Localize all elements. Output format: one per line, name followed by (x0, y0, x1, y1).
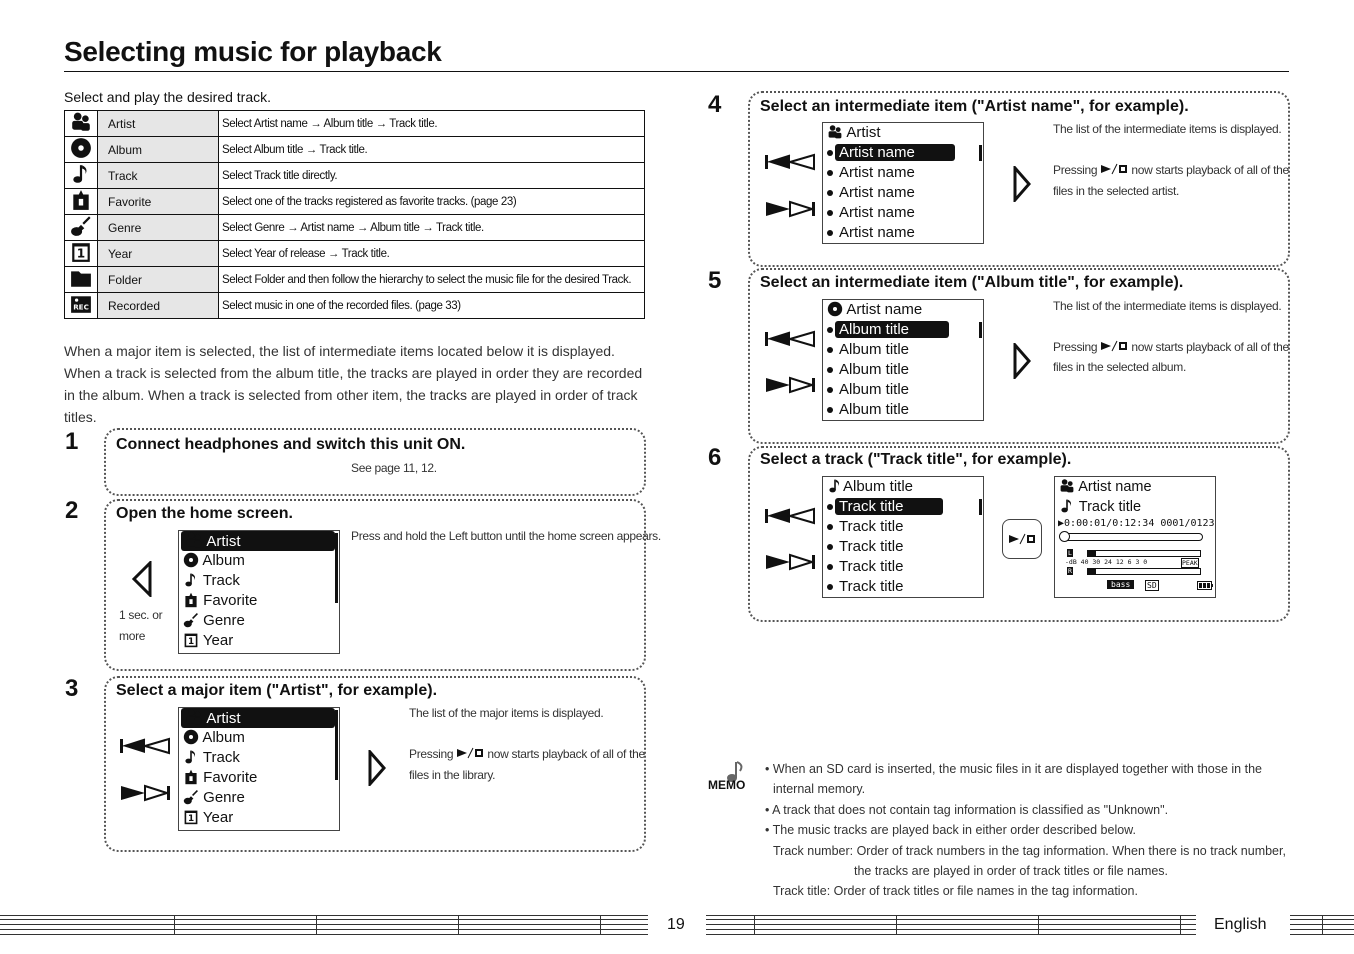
step-number: 1 (65, 428, 79, 455)
list-item[interactable] (823, 400, 983, 420)
right-arrow-icon (1012, 166, 1032, 202)
step-note: The list of the major items is displayed. (409, 706, 604, 720)
footer-rule-right (706, 915, 1196, 937)
left-button-icon (131, 561, 153, 597)
hold-duration: 1 sec. or (119, 608, 163, 622)
category-desc: Select Genre → Artist name → Album title → Track title. (219, 215, 645, 241)
step-heading: Select an intermediate item ("Artist name", for example). (760, 98, 1189, 115)
step-number: 3 (65, 675, 79, 702)
menu-item-track[interactable] (179, 571, 339, 591)
right-arrow-icon (367, 750, 387, 786)
album-icon (827, 301, 843, 317)
intro-text: Select and play the desired track. (64, 89, 272, 105)
menu-item-album[interactable] (179, 551, 339, 571)
step-note (1053, 337, 1289, 358)
bullet-icon (827, 407, 833, 413)
step-number: 4 (708, 91, 722, 118)
bullet-icon (827, 387, 833, 393)
step-heading: Select an intermediate item ("Album title", for example). (760, 274, 1184, 291)
note-text: Pressing (1053, 340, 1098, 354)
artist-icon (185, 708, 203, 726)
menu-item-genre[interactable] (179, 611, 339, 631)
artist-icon (185, 531, 203, 549)
sd-indicator: SD (1147, 581, 1157, 590)
note-text: now starts playback of all of the (1131, 340, 1289, 354)
menu-item-artist[interactable] (181, 708, 335, 728)
table-row (65, 111, 645, 137)
list-item[interactable] (823, 163, 983, 183)
category-desc: Select Folder and then follow the hierarchy to select the music file for the desired Track. (219, 267, 645, 293)
note-text: now starts playback of all of the (487, 747, 645, 761)
list-header-label: Album title (843, 478, 914, 495)
note-text: Pressing (1053, 163, 1098, 177)
category-desc: Select Year of release → Track title. (219, 241, 645, 267)
track-counter: 0001/0123 (1160, 518, 1215, 529)
category-name: Album (98, 137, 219, 163)
step-note: The list of the intermediate items is displayed. (1053, 122, 1282, 136)
menu-item-favorite[interactable] (179, 768, 339, 788)
menu-label: Album (202, 552, 245, 569)
meter-right-label: R (1068, 567, 1072, 575)
language-label: English (1214, 916, 1267, 933)
menu-item-year[interactable] (179, 631, 339, 651)
now-playing-artist (1055, 477, 1215, 497)
now-playing-track (1055, 497, 1215, 517)
table-row (65, 163, 645, 189)
bullet-icon (827, 367, 833, 373)
list-item[interactable] (823, 183, 983, 203)
bullet-icon (827, 190, 833, 196)
list-item-label: Album title (835, 321, 949, 338)
list-header (823, 300, 983, 320)
step-note (409, 744, 645, 765)
explanation-paragraph: When a major item is selected, the list of intermediate items located below it is displayed. When a track is selected from the album title, the tracks are played in order they are recorded in the album. When a track is selected from other item, the tracks are played in order of track titles. (64, 343, 643, 425)
menu-label: Album (202, 729, 245, 746)
year-icon (183, 632, 199, 648)
year-icon (70, 241, 92, 263)
bullet-icon (827, 347, 833, 353)
list-item-label: Track title (835, 498, 943, 515)
bullet-icon (827, 544, 833, 550)
level-meter (1055, 549, 1215, 579)
step-note: files in the selected artist. (1053, 184, 1180, 198)
play-pause-icon (456, 747, 484, 759)
category-name: Track (98, 163, 219, 189)
step-note (1053, 160, 1289, 181)
step-heading: Select a track ("Track title", for example). (760, 451, 1072, 468)
play-pause-icon (1008, 533, 1036, 545)
list-item-label: Artist name (839, 204, 915, 221)
table-row (65, 267, 645, 293)
footer-rule-end (1290, 915, 1354, 937)
category-name: Genre (98, 215, 219, 241)
note-text: now starts playback of all of the (1131, 163, 1289, 177)
step-note: The list of the intermediate items is displayed. (1053, 299, 1282, 313)
battery-icon (1197, 581, 1213, 590)
recorded-icon (70, 293, 92, 315)
page-title: Selecting music for playback (64, 36, 442, 67)
status-bar (1055, 579, 1215, 593)
list-item[interactable] (823, 517, 983, 537)
prev-button-icon (764, 507, 816, 525)
step-number: 6 (708, 444, 722, 471)
artist-icon (1059, 478, 1075, 494)
menu-item-genre[interactable] (179, 788, 339, 808)
folder-icon (70, 267, 92, 289)
step-note: files in the library. (409, 768, 496, 782)
bullet-icon (827, 564, 833, 570)
list-item[interactable] (823, 340, 983, 360)
menu-label: Favorite (203, 592, 258, 609)
album-list-screen (822, 299, 984, 421)
memo-label: MEMO (708, 778, 746, 792)
table-row (65, 293, 645, 319)
time-value: 0:00:01/0:12:34 (1064, 518, 1155, 529)
page-number: 19 (667, 916, 685, 933)
list-item-label: Album title (839, 401, 910, 418)
next-button-icon (119, 784, 171, 802)
progress-bar[interactable] (1061, 533, 1203, 541)
menu-label: Track (202, 572, 240, 589)
memo-text: internal memory. (773, 782, 866, 796)
artist-list-screen (822, 122, 984, 244)
bullet-icon (827, 170, 833, 176)
category-desc: Select Artist name → Album title → Track title. (219, 111, 645, 137)
step-number: 2 (65, 497, 79, 524)
memo-text: • The music tracks are played back in either order described below. (765, 823, 1136, 837)
step-heading: Connect headphones and switch this unit ON. (116, 436, 466, 453)
memo-text: • A track that does not contain tag information is classified as "Unknown". (765, 803, 1169, 817)
meter-peak: PEAK (1182, 559, 1198, 567)
list-item-label: Track title (839, 578, 904, 595)
memo-text: • When an SD card is inserted, the music files in it are displayed together with those in the (765, 762, 1262, 776)
bass-indicator: bass (1107, 580, 1134, 589)
artist-icon (70, 111, 92, 133)
memo-badge (708, 760, 756, 796)
prev-button-icon (119, 737, 171, 755)
list-item-label: Track title (839, 538, 904, 555)
category-desc: Select music in one of the recorded files. (page 33) (219, 293, 645, 319)
favorite-icon (183, 769, 199, 785)
list-item-label: Artist name (839, 184, 915, 201)
category-desc: Select one of the tracks registered as favorite tracks. (page 23) (219, 189, 645, 215)
list-item-label: Album title (839, 361, 910, 378)
meter-left-bar (1087, 550, 1201, 557)
memo-text: Track title: Order of track titles or file names in the tag information. (773, 884, 1138, 898)
menu-item-artist[interactable] (181, 531, 335, 551)
memo-text: the tracks are played in order of track titles or file names. (854, 864, 1169, 878)
track-icon (1059, 498, 1075, 514)
genre-icon (70, 215, 92, 237)
list-item[interactable] (823, 203, 983, 223)
menu-label: Artist (206, 533, 241, 550)
meter-left-label: L (1068, 549, 1072, 557)
artist-icon (827, 124, 843, 140)
meter-scale: -dB 40 30 24 12 6 3 0 (1065, 558, 1148, 566)
table-row (65, 137, 645, 163)
list-item-label: Track title (839, 518, 904, 535)
prev-button-icon (764, 153, 816, 171)
bullet-icon (827, 230, 833, 236)
menu-label: Artist (206, 710, 241, 727)
menu-label: Favorite (203, 769, 258, 786)
category-name: Folder (98, 267, 219, 293)
bullet-icon (827, 584, 833, 590)
list-item[interactable] (823, 223, 983, 243)
play-pause-icon (1100, 340, 1128, 352)
album-icon (70, 137, 92, 159)
next-button-icon (764, 376, 816, 394)
list-item[interactable] (823, 497, 983, 517)
list-header-label: Artist name (846, 301, 923, 318)
genre-icon (183, 789, 199, 805)
list-item[interactable] (823, 537, 983, 557)
step-number: 5 (708, 267, 722, 294)
category-name: Recorded (98, 293, 219, 319)
table-row (65, 189, 645, 215)
list-header-label: Artist (846, 124, 881, 141)
hold-duration-2: more (119, 629, 146, 643)
bullet-icon (827, 210, 833, 216)
title-rule (64, 71, 1289, 72)
next-button-icon (764, 200, 816, 218)
genre-icon (183, 612, 199, 628)
list-item[interactable] (823, 143, 983, 163)
bullet-icon (827, 524, 833, 530)
favorite-icon (183, 592, 199, 608)
category-desc: Select Track title directly. (219, 163, 645, 189)
footer-rule-left (0, 915, 648, 937)
menu-label: Genre (203, 789, 245, 806)
list-item-label: Artist name (839, 164, 915, 181)
table-row (65, 215, 645, 241)
menu-item-album[interactable] (179, 728, 339, 748)
bullet-icon (827, 504, 833, 510)
category-name: Year (98, 241, 219, 267)
track-icon (70, 163, 92, 185)
track-label: Track title (1078, 499, 1142, 515)
time-readout: ▶0:00:01/0:12:34 0001/0123 (1058, 518, 1215, 529)
track-icon (183, 572, 199, 588)
category-desc: Select Album title → Track title. (219, 137, 645, 163)
list-item-label: Artist name (835, 144, 955, 161)
list-item[interactable] (823, 557, 983, 577)
major-item-screen (178, 707, 340, 831)
menu-label: Year (202, 809, 234, 826)
play-pause-button[interactable] (1002, 519, 1042, 559)
menu-label: Track (202, 749, 240, 766)
bullet-icon (827, 150, 833, 156)
list-item-label: Album title (839, 341, 910, 358)
step-note: See page 11, 12. (351, 461, 437, 475)
step-note: Press and hold the Left button until the home screen appears. (351, 529, 661, 543)
list-item-label: Artist name (839, 224, 915, 241)
step-heading: Select a major item ("Artist", for example). (116, 682, 438, 699)
list-header (823, 477, 983, 497)
play-pause-icon (1100, 163, 1128, 175)
home-screen (178, 530, 340, 654)
album-icon (183, 729, 199, 745)
menu-label: Genre (203, 612, 245, 629)
category-table (64, 110, 645, 319)
next-button-icon (764, 553, 816, 571)
menu-label: Year (202, 632, 234, 649)
list-item-label: Album title (839, 381, 910, 398)
table-row (65, 241, 645, 267)
track-icon (183, 749, 199, 765)
category-name: Artist (98, 111, 219, 137)
step-note: files in the selected album. (1053, 360, 1187, 374)
category-name: Favorite (98, 189, 219, 215)
list-item[interactable] (823, 360, 983, 380)
list-header (823, 123, 983, 143)
year-icon (183, 809, 199, 825)
prev-button-icon (764, 330, 816, 348)
album-icon (183, 552, 199, 568)
favorite-icon (70, 189, 92, 211)
memo-text: Track number: Order of track numbers in the tag information. When there is no track number, (773, 844, 1286, 858)
bullet-icon (827, 327, 833, 333)
list-item[interactable] (823, 577, 983, 597)
progress-knob[interactable] (1059, 531, 1070, 542)
meter-right-bar (1087, 568, 1201, 575)
menu-item-favorite[interactable] (179, 591, 339, 611)
artist-label: Artist name (1078, 479, 1152, 495)
menu-item-year[interactable] (179, 808, 339, 828)
list-item-label: Track title (839, 558, 904, 575)
list-item[interactable] (823, 320, 983, 340)
playback-screen (1054, 476, 1216, 598)
menu-item-track[interactable] (179, 748, 339, 768)
right-arrow-icon (1012, 343, 1032, 379)
step-heading: Open the home screen. (116, 505, 293, 522)
track-icon (827, 478, 843, 494)
list-item[interactable] (823, 380, 983, 400)
note-text: Pressing (409, 747, 454, 761)
track-list-screen (822, 476, 984, 598)
